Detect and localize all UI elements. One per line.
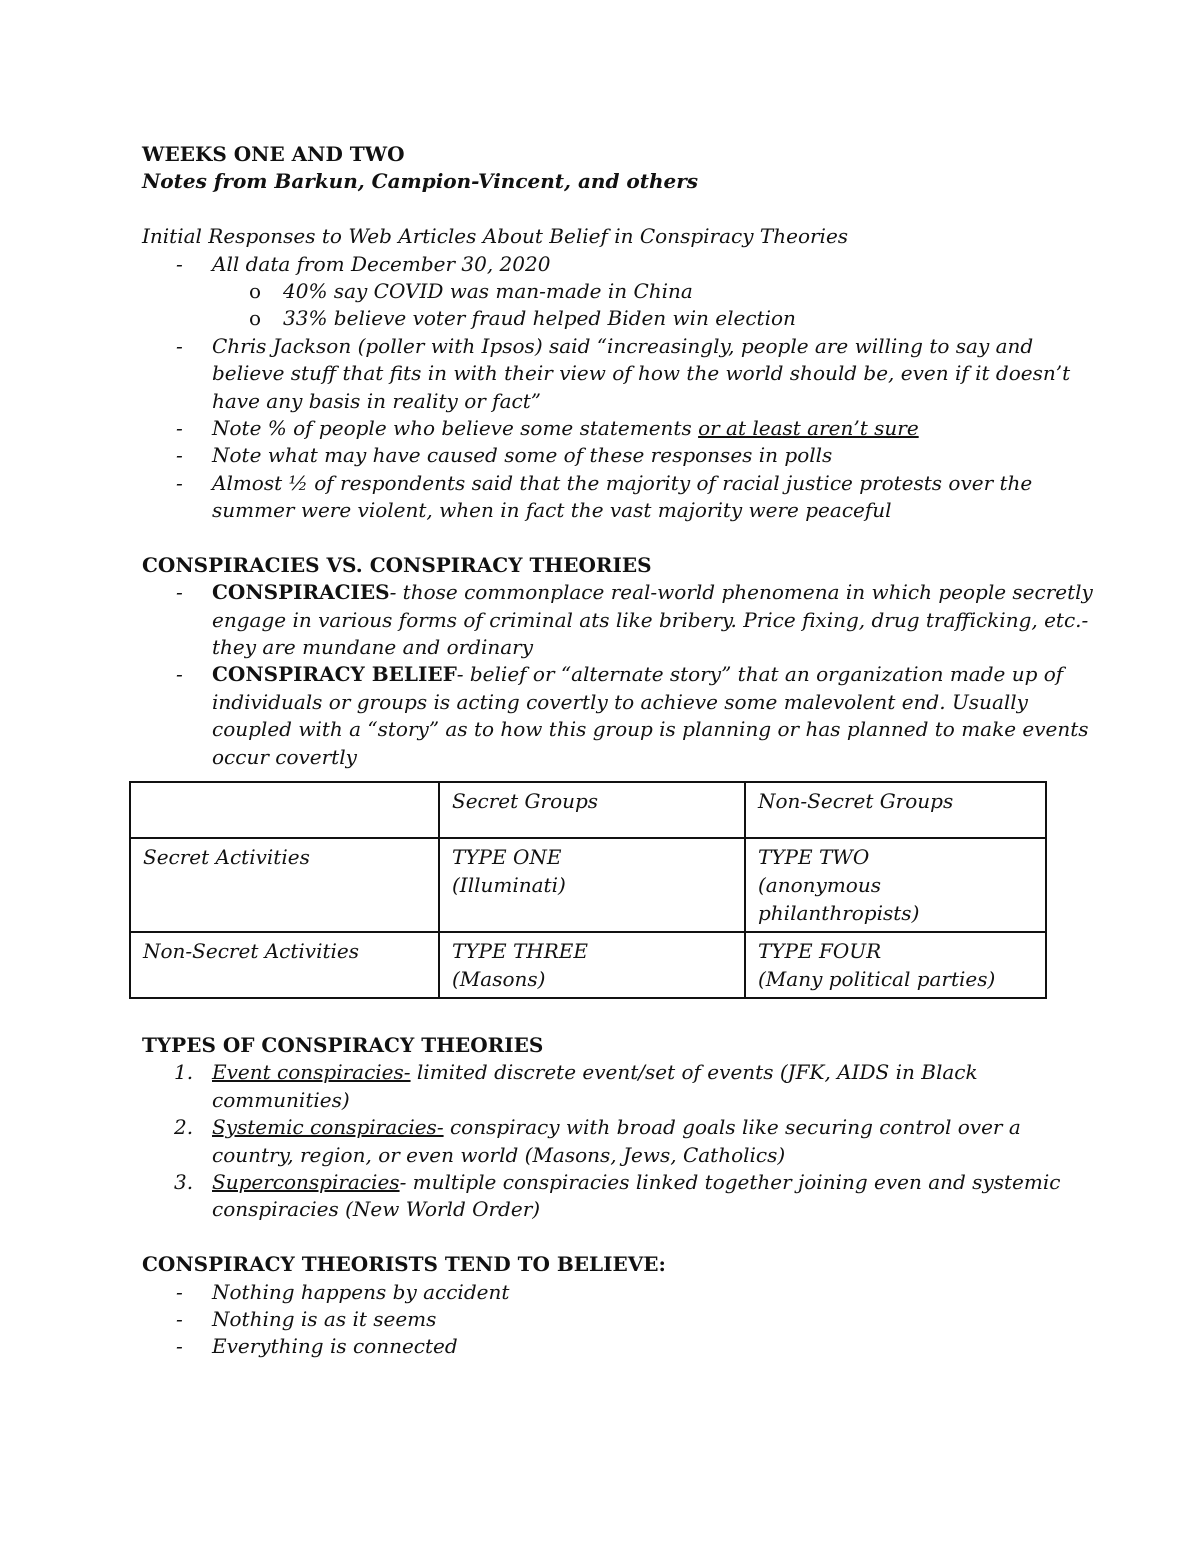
circle-bullet-marker: o bbox=[249, 278, 262, 303]
dash-marker: - bbox=[176, 1306, 183, 1331]
list-item-continuation: conspiracies (New World Order) bbox=[212, 1197, 541, 1222]
document-subtitle: Notes from Barkun, Campion-Vincent, and others bbox=[142, 169, 699, 194]
dash-marker: - bbox=[176, 415, 183, 440]
list-item-text: - belief or “alternate story” that an organization made up of bbox=[456, 662, 1064, 687]
spacer bbox=[142, 196, 1052, 223]
list-item-continuation: believe stuff that fits in with their view of how the world should be, even if it doesn’t bbox=[212, 361, 1071, 386]
spacer bbox=[142, 1224, 1052, 1251]
list-item-text: limited discrete event/set of events (JFK, AIDS in Black bbox=[410, 1060, 978, 1085]
dash-marker: - bbox=[176, 251, 183, 276]
list-item-continuation: have any basis in reality or fact” bbox=[212, 388, 541, 413]
item-number: 3. bbox=[174, 1169, 194, 1194]
dash-marker: - bbox=[176, 443, 183, 468]
list-item-text: Almost ½ of respondents said that the majority of racial justice protests over the bbox=[212, 470, 1033, 495]
section-3-heading: TYPES OF CONSPIRACY THEORIES bbox=[142, 1032, 544, 1057]
list-item-text: Note % of people who believe some statements bbox=[212, 415, 699, 440]
list-item bbox=[142, 470, 1052, 497]
document-page bbox=[142, 141, 1093, 1361]
dash-marker: - bbox=[176, 333, 183, 358]
table-cell bbox=[439, 838, 745, 932]
list-item-continuation: occur covertly bbox=[212, 744, 357, 769]
table-row bbox=[130, 932, 1046, 998]
sub-list-item-text: 40% say COVID was man-made in China bbox=[283, 278, 693, 303]
table-row-label: Non-Secret Activities bbox=[130, 932, 439, 998]
table-header-cell: Secret Groups bbox=[439, 782, 745, 838]
cell-line: TYPE THREE bbox=[452, 938, 588, 963]
underlined-text: or at least aren’t sure bbox=[698, 415, 919, 440]
cell-line: TYPE TWO bbox=[758, 844, 870, 869]
section-1-heading: Initial Responses to Web Articles About Belief in Conspiracy Theories bbox=[142, 224, 849, 249]
list-item bbox=[142, 415, 1052, 442]
list-item bbox=[142, 251, 1052, 278]
table-cell bbox=[745, 838, 1046, 932]
list-item bbox=[142, 333, 1052, 360]
list-item-text: Everything is connected bbox=[212, 1334, 458, 1359]
table-row-label: Secret Activities bbox=[130, 838, 439, 932]
term-systemic-conspiracies: Systemic conspiracies- bbox=[212, 1115, 444, 1140]
list-item bbox=[142, 661, 1064, 688]
cell-line: philanthropists) bbox=[758, 900, 920, 925]
cell-line: (anonymous bbox=[758, 872, 881, 897]
cell-line: (Many political parties) bbox=[758, 966, 996, 991]
list-item-continuation: communities) bbox=[212, 1087, 350, 1112]
spacer bbox=[142, 999, 1052, 1032]
list-item-continuation: engage in various forms of criminal ats like bribery. Price fixing, drug trafficking, etc.- bbox=[212, 607, 1089, 632]
list-item-text: Nothing happens by accident bbox=[212, 1279, 510, 1304]
item-number: 1. bbox=[174, 1060, 194, 1085]
list-item bbox=[142, 579, 1093, 606]
term-superconspiracies: Superconspiracies bbox=[212, 1169, 400, 1194]
table-header-cell: Non-Secret Groups bbox=[745, 782, 1046, 838]
item-number: 2. bbox=[174, 1115, 194, 1140]
section-2-heading: CONSPIRACIES VS. CONSPIRACY THEORIES bbox=[142, 552, 652, 577]
table-cell bbox=[745, 932, 1046, 998]
list-item bbox=[142, 1333, 1052, 1360]
list-item-continuation: country, region, or even world (Masons, Jews, Catholics) bbox=[212, 1142, 786, 1167]
table-row bbox=[130, 838, 1046, 932]
table-header-row bbox=[130, 782, 1046, 838]
dash-marker: - bbox=[176, 1334, 183, 1359]
sub-list-item bbox=[142, 305, 1052, 332]
cell-line: (Masons) bbox=[452, 966, 546, 991]
term-conspiracies: CONSPIRACIES bbox=[212, 580, 390, 605]
list-item-text: - multiple conspiracies linked together joining even and systemic bbox=[399, 1169, 1061, 1194]
section-4-heading: CONSPIRACY THEORISTS TEND TO BELIEVE: bbox=[142, 1252, 666, 1277]
list-item-text: conspiracy with broad goals like securing control over a bbox=[443, 1115, 1021, 1140]
numbered-item bbox=[142, 1114, 1052, 1141]
numbered-item bbox=[142, 1169, 1061, 1196]
table-cell bbox=[439, 932, 745, 998]
list-item-text: Chris Jackson (poller with Ipsos) said “increasingly, people are willing to say and bbox=[212, 333, 1034, 358]
term-event-conspiracies: Event conspiracies- bbox=[212, 1060, 411, 1085]
list-item-text: - those commonplace real-world phenomena in which people secretly bbox=[389, 580, 1093, 605]
list-item bbox=[142, 1306, 1052, 1333]
circle-bullet-marker: o bbox=[249, 306, 262, 331]
list-item-text: Nothing is as it seems bbox=[212, 1306, 437, 1331]
sub-list-item bbox=[142, 278, 1052, 305]
dash-marker: - bbox=[176, 470, 183, 495]
list-item-text: All data from December 30, 2020 bbox=[212, 251, 551, 276]
cell-line: TYPE FOUR bbox=[758, 938, 882, 963]
dash-marker: - bbox=[176, 1279, 183, 1304]
spacer bbox=[142, 524, 1052, 551]
conspiracy-types-table bbox=[129, 781, 1047, 999]
numbered-item bbox=[142, 1059, 1052, 1086]
list-item bbox=[142, 1279, 1052, 1306]
list-item bbox=[142, 442, 1052, 469]
list-item-continuation: summer were violent, when in fact the vast majority were peaceful bbox=[212, 498, 892, 523]
list-item-continuation: they are mundane and ordinary bbox=[212, 635, 534, 660]
list-item-text: Note what may have caused some of these responses in polls bbox=[212, 443, 833, 468]
sub-list-item-text: 33% believe voter fraud helped Biden win election bbox=[283, 306, 796, 331]
dash-marker: - bbox=[176, 580, 183, 605]
term-conspiracy-belief: CONSPIRACY BELIEF bbox=[212, 662, 457, 687]
dash-marker: - bbox=[176, 662, 183, 687]
table-cell bbox=[130, 782, 439, 838]
cell-line: (Illuminati) bbox=[452, 872, 566, 897]
document-title: WEEKS ONE AND TWO bbox=[142, 142, 405, 166]
list-item-continuation: individuals or groups is acting covertly to achieve some malevolent end. Usually bbox=[212, 689, 1028, 714]
cell-line: TYPE ONE bbox=[452, 844, 562, 869]
list-item-continuation: coupled with a “story” as to how this group is planning or has planned to make events bbox=[212, 717, 1089, 742]
